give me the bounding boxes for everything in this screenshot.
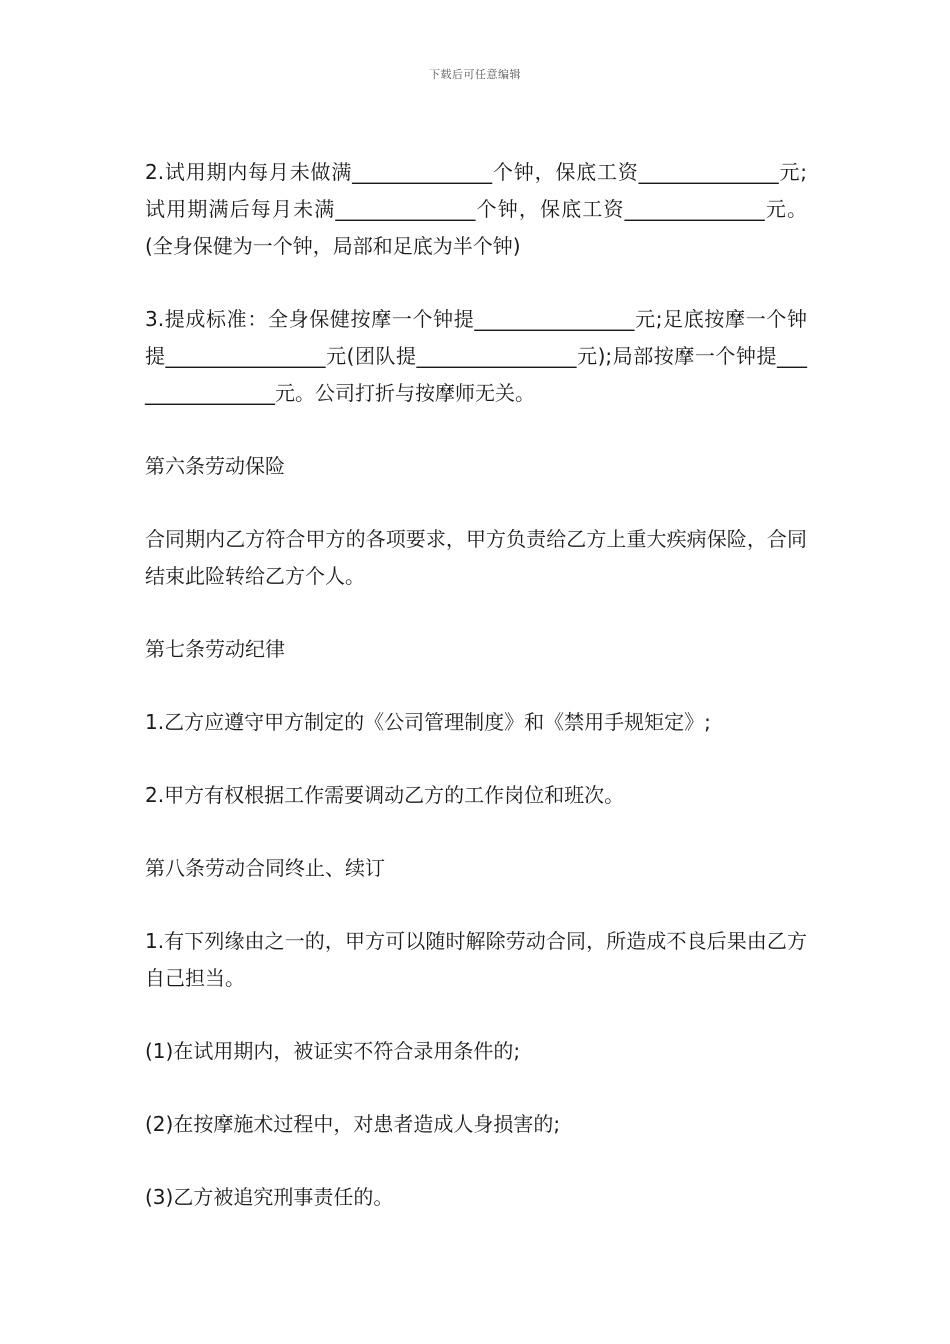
clause-7-item-1: 1.乙方应遵守甲方制定的《公司管理制度》和《禁用手规矩定》; bbox=[145, 710, 711, 734]
clause-8-subitem-1: (1)在试用期内，被证实不符合录用条件的; bbox=[145, 1039, 521, 1063]
clause-8-subitem-2: (2)在按摩施术过程中，对患者造成人身损害的; bbox=[145, 1112, 561, 1136]
clause-6-heading: 第六条劳动保险 bbox=[145, 454, 285, 478]
clause-8-heading: 第八条劳动合同终止、续订 bbox=[145, 856, 385, 880]
clause-5-item-2: 2.试用期内每月未做满______________个钟，保底工资______________元;试用期满后每月未满______________个钟，保底工资______________元。(全身保健为一个钟，局部和足底为半个钟) bbox=[145, 160, 807, 258]
clause-5-item-3: 3.提成标准：全身保健按摩一个钟提________________元;足底按摩一个钟提________________元(团队提________________元);局部按摩一个钟提________________元。公司打折与按摩师无关。 bbox=[145, 307, 807, 405]
document-body bbox=[145, 154, 807, 1252]
clause-7-item-2: 2.甲方有权根据工作需要调动乙方的工作岗位和班次。 bbox=[145, 783, 625, 807]
clause-8-subitem-3: (3)乙方被追究刑事责任的。 bbox=[145, 1185, 394, 1209]
clause-6-body: 合同期内乙方符合甲方的各项要求，甲方负责给乙方上重大疾病保险，合同结束此险转给乙方个人。 bbox=[145, 527, 807, 588]
clause-7-heading: 第七条劳动纪律 bbox=[145, 637, 285, 661]
clause-8-item-1: 1.有下列缘由之一的，甲方可以随时解除劳动合同，所造成不良后果由乙方自己担当。 bbox=[145, 929, 807, 990]
page-header: 下载后可任意编辑 bbox=[429, 68, 521, 81]
